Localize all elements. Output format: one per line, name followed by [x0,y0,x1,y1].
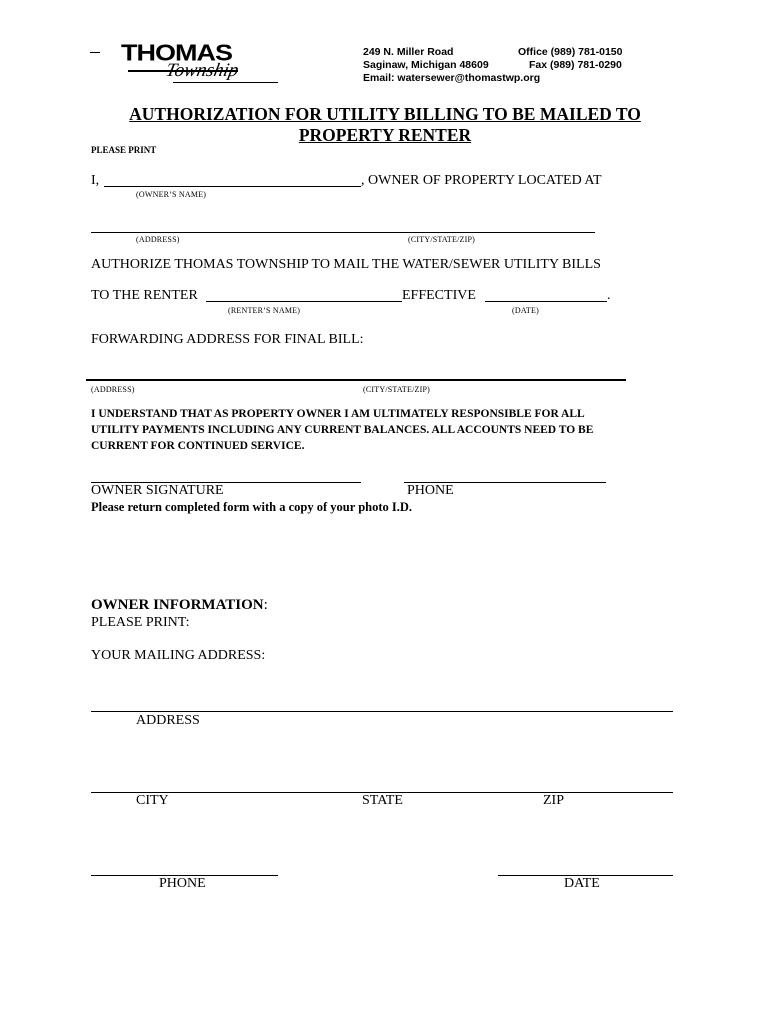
owner-phone-caption: PHONE [159,876,206,891]
signature-phone-label: PHONE [407,483,454,498]
owner-phone-field[interactable] [93,858,276,874]
authorize-statement: AUTHORIZE THOMAS TOWNSHIP TO MAIL THE WATER/SEWER UTILITY BILLS [91,257,601,272]
owner-signature-label: OWNER SIGNATURE [91,483,224,498]
owner-date-field[interactable] [500,858,671,874]
logo-dash [90,52,100,53]
state-caption: STATE [362,793,403,808]
owner-date-caption: DATE [564,876,600,891]
owner-info-heading [91,597,268,614]
forwarding-address-field[interactable] [90,362,622,378]
mailing-address-line [91,711,673,712]
renter-name-field[interactable] [208,286,400,302]
owner-suffix: , OWNER OF PROPERTY LOCATED AT [361,173,602,188]
header-email: Email: watersewer@thomastwp.org [363,72,541,84]
owner-name-field[interactable] [106,171,359,187]
property-address-line [91,232,595,233]
property-address-field[interactable] [93,216,593,232]
please-print-label: PLEASE PRINT [91,145,157,155]
zip-caption: ZIP [543,793,564,808]
responsibility-line3: CURRENT FOR CONTINUED SERVICE. [91,440,305,452]
mailing-address-field[interactable] [93,694,671,710]
header-address-line1: 249 N. Miller Road [363,46,454,58]
effective-date-field[interactable] [487,286,605,302]
effective-label: EFFECTIVE [402,288,476,303]
logo-text-thomas: THOMAS [121,40,232,66]
effective-period: . [607,288,611,303]
owner-name-caption: (OWNER’S NAME) [136,190,207,199]
header-address-line2: Saginaw, Michigan 48609 [363,59,489,71]
city-caption: CITY [136,793,169,808]
owner-info-heading-text: OWNER INFORMATION [91,597,264,613]
header-fax: Fax (989) 781-0290 [529,59,622,71]
mailing-address-caption: ADDRESS [136,713,200,728]
property-city-caption: (CITY/STATE/ZIP) [408,235,475,244]
signature-phone-field[interactable] [406,466,604,482]
owner-signature-field[interactable] [93,466,359,482]
logo [88,38,288,88]
effective-date-caption: (DATE) [512,306,539,315]
responsibility-line1: I UNDERSTAND THAT AS PROPERTY OWNER I AM ULTIMATELY RESPONSIBLE FOR ALL [91,408,585,420]
property-address-caption: (ADDRESS) [136,235,180,244]
mailing-address-label: YOUR MAILING ADDRESS: [91,648,266,663]
forwarding-address-line [86,379,626,381]
form-title-line2: PROPERTY RENTER [298,125,472,145]
logo-text-township: Township [163,60,241,81]
zip-field[interactable] [520,775,670,791]
header-office-phone: Office (989) 781-0150 [518,46,623,58]
city-field[interactable] [93,775,343,791]
state-field[interactable] [350,775,510,791]
forwarding-city-caption: (CITY/STATE/ZIP) [363,385,430,394]
logo-swash [173,82,278,83]
responsibility-line2: UTILITY PAYMENTS INCLUDING ANY CURRENT BALANCES. ALL ACCOUNTS NEED TO BE [91,424,594,436]
form-title-line1: AUTHORIZATION FOR UTILITY BILLING TO BE MAILED TO [129,104,641,124]
owner-info-please-print: PLEASE PRINT: [91,615,190,630]
forwarding-heading: FORWARDING ADDRESS FOR FINAL BILL: [91,332,364,347]
renter-name-caption: (RENTER’S NAME) [228,306,301,315]
return-note: Please return completed form with a copy of your photo I.D. [91,500,413,514]
owner-info-heading-colon: : [263,597,268,613]
forwarding-address-caption: (ADDRESS) [91,385,135,394]
renter-prefix: TO THE RENTER [91,288,198,303]
owner-prefix: I, [91,173,100,188]
